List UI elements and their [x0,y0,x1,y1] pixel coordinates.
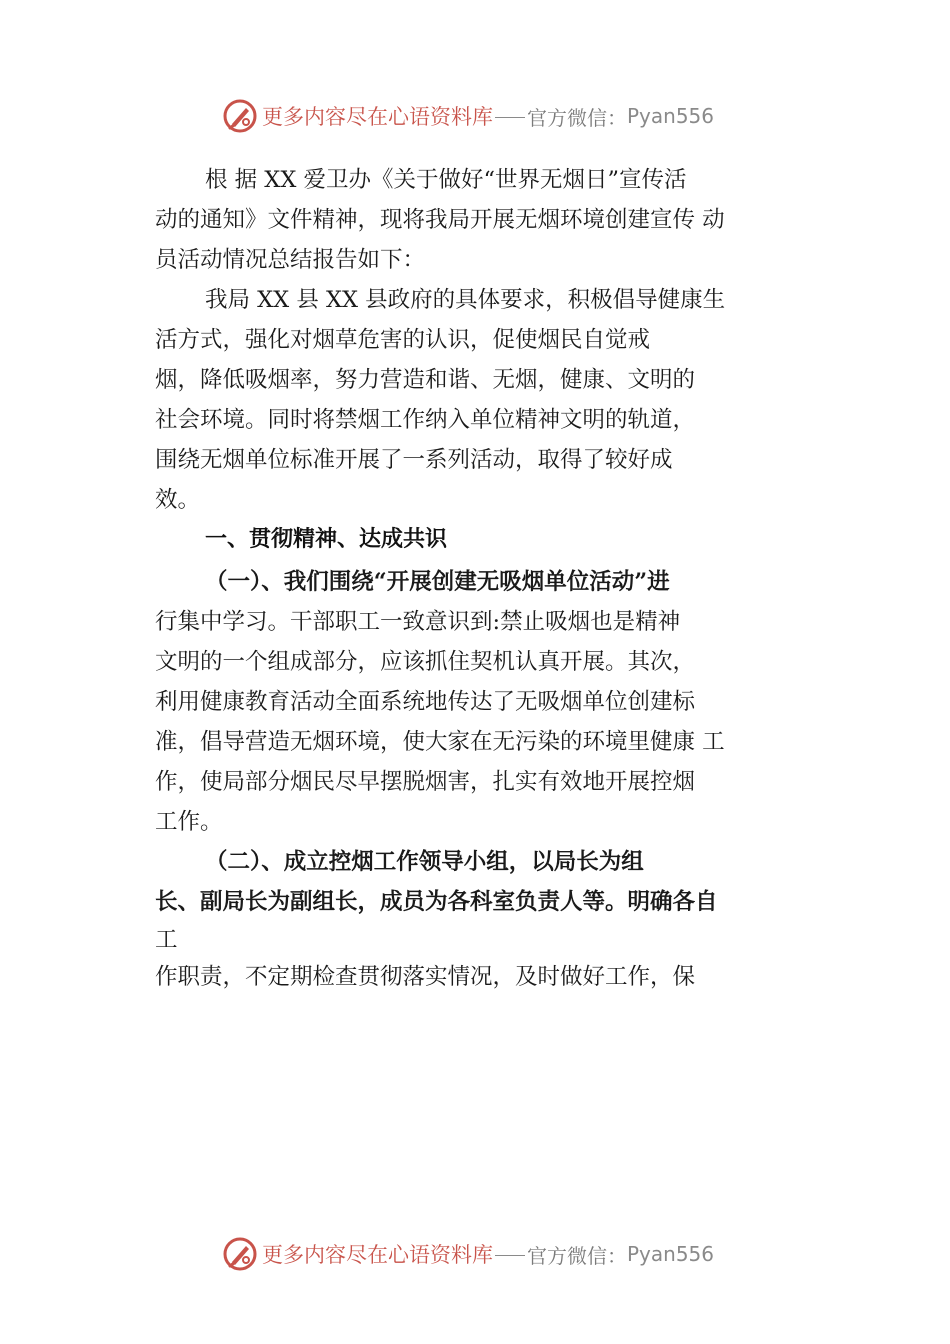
watermark-header [222,96,714,136]
section-heading: 一、贯彻精神、达成共识 [205,527,448,552]
paragraph-line: 烟，降低吸烟率，努力营造和谐、无烟，健康、文明的 [155,367,696,393]
watermark-wechat-id: Pyan556 [627,1242,715,1266]
watermark-text: 更多内容尽在心语资料库 [262,1243,493,1267]
paragraph-line: 长、副局长为副组长，成员为各科室负责人等。明确各自 [155,889,718,915]
paragraph-line: 文明的一个组成部分，应该抓住契机认真开展。其次， [155,649,696,675]
paragraph-line: 作职责，不定期检查贯彻落实情况，及时做好工作，保 [155,964,696,990]
watermark-dash [495,1255,525,1256]
paragraph-line: 员活动情况总结报告如下： [155,247,426,273]
paragraph-line: 作，使局部分烟民尽早摆脱烟害，扎实有效地开展控烟 [155,769,696,795]
watermark-text: 更多内容尽在心语资料库 [262,105,493,129]
watermark-wechat-label: 官方微信： [527,105,627,130]
paragraph-line: 社会环境。同时将禁烟工作纳入单位精神文明的轨道， [155,407,696,433]
watermark-dash [495,117,525,118]
watermark-wechat-id: Pyan556 [627,104,715,128]
paragraph-line: 行集中学习。干部职工一致意识到:禁止吸烟也是精神 [155,609,681,635]
paragraph-line: 活方式，强化对烟草危害的认识，促使烟民自觉戒 [155,327,651,353]
paragraph-line: 围绕无烟单位标准开展了一系列活动，取得了较好成 [155,447,673,473]
paragraph-line: 利用健康教育活动全面系统地传达了无吸烟单位创建标 [155,689,696,715]
watermark-footer [222,1234,714,1274]
paragraph-line: 动的通知》文件精神，现将我局开展无烟环境创建宣传 动 [155,207,725,233]
paragraph-line: 准，倡导营造无烟环境，使大家在无污染的环境里健康 工 [155,729,725,755]
paragraph-line: （一）、我们围绕“开展创建无吸烟单位活动”进 [205,569,670,595]
paragraph-line: 效。 [155,487,201,513]
paragraph-line: 工作。 [155,809,223,835]
paragraph-line: （二）、成立控烟工作领导小组，以局长为组 [205,849,644,875]
paragraph-line: 根 据 XX 爱卫办《关于做好“世界无烟日”宣传活 [205,167,687,193]
pen-seal-logo-icon [222,98,258,134]
paragraph-line: 我局 XX 县 XX 县政府的具体要求，积极倡导健康生 [205,287,726,313]
paragraph-line: 工 [155,927,178,953]
watermark-wechat-label: 官方微信： [527,1243,627,1268]
pen-seal-logo-icon [222,1236,258,1272]
